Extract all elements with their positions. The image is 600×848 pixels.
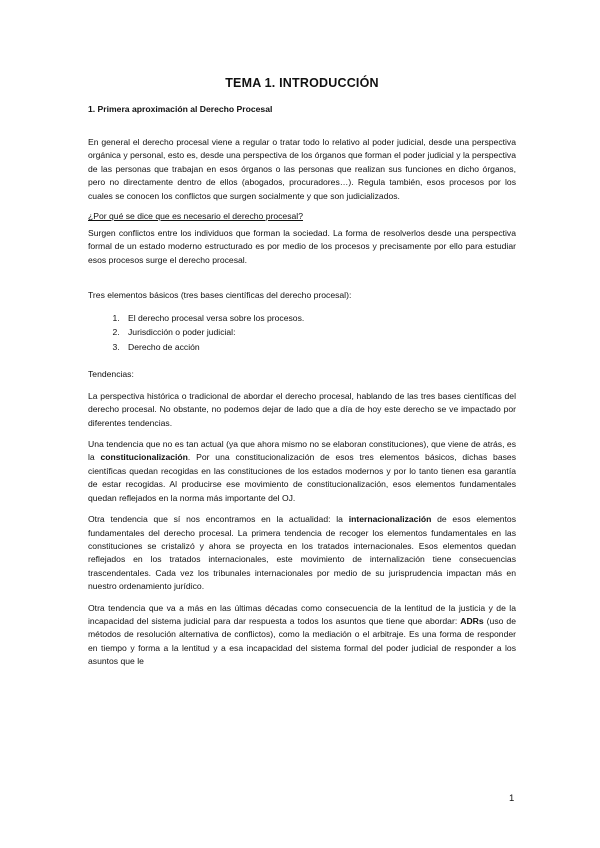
spacer xyxy=(88,275,516,289)
list-item: 3. Derecho de acción xyxy=(122,340,516,355)
paragraph-conflicts: Surgen conflictos entre los individuos que forman la sociedad. La forma de resolverlos desde una perspectiva formal de un estado moderno estructurado es por medio de los procesos y precisamente por ello para estudiar esos procesos surge el derecho procesal. xyxy=(88,228,516,265)
section-heading: 1. Primera aproximación al Derecho Procesal xyxy=(88,104,273,114)
term-adrs: ADRs xyxy=(460,615,484,626)
paragraph-intro: En general el derecho procesal viene a regular o tratar todo lo relativo al poder judicial, desde una perspectiva orgánica y personal, esto es, desde una perspectiva de los órganos que forman el poder judicial y la perspectiva de las personas que trabajan en esos órganos o las personas que realizan sus funciones en dicho órganos, pero no directamente dentro de ellos (abogados, procuradores…). Regula también, esos procesos por los cuales se conocen los conflictos que surgen socialmente y que son judicializados. xyxy=(88,137,516,201)
paragraph-historic: La perspectiva histórica o tradicional de abordar el derecho procesal, hablando de las tres bases científicas del derecho procesal. No obstante, no podemos dejar de lado que a día de hoy este derecho se ve impactado por diferentes tendencias. xyxy=(88,390,516,428)
question-heading: ¿Por qué se dice que es necesario el derecho procesal? xyxy=(88,211,303,222)
text-span: Otra tendencia que sí nos encontramos en la actualidad: la xyxy=(88,514,349,525)
list-item: 2. Jurisdicción o poder judicial: xyxy=(122,325,516,340)
paragraph-elements-intro: Tres elementos básicos (tres bases científicas del derecho procesal): xyxy=(88,290,352,301)
text-span: de esos elementos fundamentales del derecho procesal. La primera tendencia de recoger los elementos fundamentales en las constituciones se cristalizó y ahora se proyecta en los tratados internacionales. Esos elementos quedan reflejados en los tratados internacionales, este movimiento de internalización tiene consecuencias trascendentales. Cada vez los tribunales internacionales por medio de su jurisprudencia impactan más en nuestro ordenamiento jurídico. xyxy=(88,514,517,592)
page-content xyxy=(88,76,516,677)
text-span: (uso de métodos de resolución alternativa de conflictos), como la mediación o el arbitraje. Es una forma de responder en tiempo y forma a la lentitud y a esa incapacidad del sistema formal del poder judicial de responder a los asuntos que le xyxy=(88,615,516,667)
paragraph-constitucionalizacion xyxy=(88,438,516,505)
term-internacionalizacion: internacionalización xyxy=(348,514,432,525)
list-item: 1. El derecho procesal versa sobre los procesos. xyxy=(122,311,516,326)
paragraph-internacionalizacion xyxy=(88,513,516,593)
paragraph-adrs xyxy=(88,602,516,669)
text-span: Otra tendencia que va a más en las últimas décadas como consecuencia de la lentitud de la justicia y de la incapacidad del sistema judicial para dar respuesta a todos los asuntos que tiene que abordar: xyxy=(88,602,516,626)
text-span: . Por una constitucionalización de esos tres elementos básicos, dichas bases científicas quedan recogidas en las constituciones de los estados modernos y por lo tanto tienen esa garantía de estar recogidas. Al producirse ese movimiento de constitucionalización, esos elementos fundamentales quedan reflejados en la norma más importante del OJ. xyxy=(88,452,516,503)
document-title: TEMA 1. INTRODUCCIÓN xyxy=(225,76,379,90)
text-span: Una tendencia que no es tan actual (ya que ahora mismo no se elaboran constituciones), que viene de atrás, es la xyxy=(88,439,516,463)
elements-list xyxy=(88,311,516,355)
term-constitucionalizacion: constitucionalización xyxy=(100,452,188,463)
page-number: 1 xyxy=(509,793,515,804)
tendencias-heading: Tendencias: xyxy=(88,369,134,380)
